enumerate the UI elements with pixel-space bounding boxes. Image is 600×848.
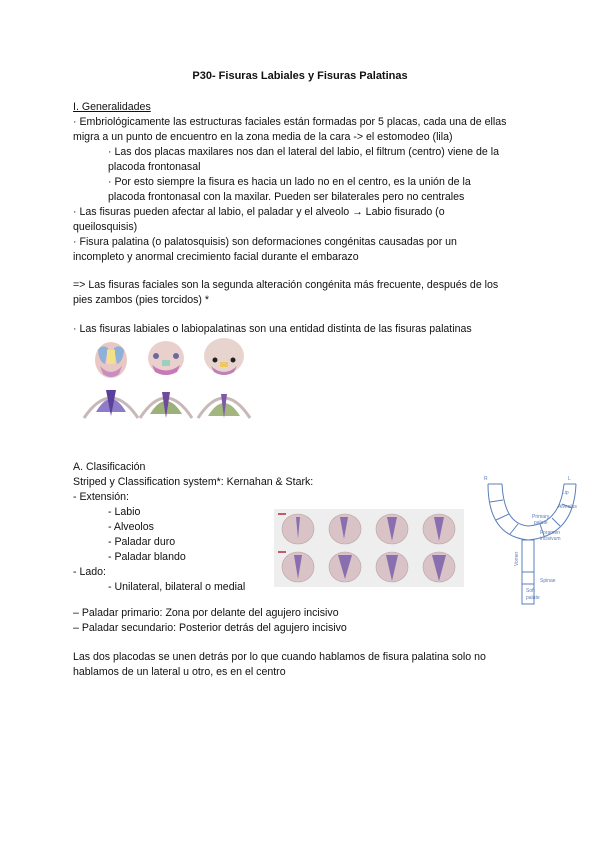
bullet-line: · Por esto siempre la fisura es hacia un lado no en el centro, es la unión de la — [108, 176, 471, 188]
lado-item: - Unilateral, bilateral o medial — [108, 581, 246, 593]
bullet-line: placoda frontonasal con la maxilar. Pueden ser bilaterales pero no centrales — [108, 191, 465, 203]
primary-palate-definition: – Paladar primario: Zona por delante del agujero incisivo — [73, 607, 339, 619]
paragraph-line: => Las fisuras faciales son la segunda alteración congénita más frecuente, después de los — [73, 279, 499, 291]
bullet-line: · Las dos placas maxilares nos dan el lateral del labio, el filtrum (centro) viene de la — [108, 146, 499, 158]
embryology-illustration — [74, 338, 254, 426]
embryo-face-1 — [95, 342, 127, 378]
secondary-palate-definition: – Paladar secundario: Posterior detrás del agujero incisivo — [73, 622, 347, 634]
palate-view-1 — [84, 390, 138, 418]
paragraph-line: · Embriológicamente las estructuras faciales están formadas por 5 placas, cada una de ellas — [73, 116, 507, 128]
lado-label: - Lado: — [73, 566, 106, 578]
diagram-label-lip: Lip — [562, 490, 569, 496]
diagram-label-r: R — [484, 476, 488, 482]
extension-item: - Alveolos — [108, 521, 154, 533]
paragraph-line: incompleto y anormal crecimiento facial durante el embarazo — [73, 251, 359, 263]
diagram-label-primary-2: palate — [534, 520, 548, 526]
diagram-label-spinae: Spinae — [540, 578, 556, 584]
bullet-line: placoda frontonasal — [108, 161, 201, 173]
paragraph-line: hablamos de un lateral u otro, es en el centro — [73, 666, 286, 678]
diagram-label-soft-1: Soft — [526, 588, 535, 594]
diagram-label-primary-1: Primary — [532, 514, 550, 520]
extension-item: - Paladar blando — [108, 551, 186, 563]
section-heading-clasificacion: A. Clasificación — [73, 461, 146, 473]
paragraph-line: · Fisura palatina (o palatosquisis) son deformaciones congénitas causadas por un — [73, 236, 457, 248]
section-heading-generalidades: I. Generalidades — [73, 101, 151, 113]
diagram-label-soft-2: palate — [526, 595, 540, 601]
paragraph-line: · Las fisuras labiales o labiopalatinas son una entidad distinta de las fisuras palatinas — [73, 323, 472, 335]
cleft-types-grid — [274, 509, 464, 587]
kernahan-stark-diagram — [482, 474, 586, 610]
embryo-face-2 — [148, 341, 184, 375]
diagram-label-foramen-2: incisivum — [540, 536, 561, 542]
palate-view-2 — [140, 392, 192, 418]
diagram-label-alveolus: Alveolus — [558, 504, 577, 510]
diagram-label-foramen-1: Foramen — [540, 530, 561, 536]
paragraph-line: pies zambos (pies torcidos) * — [73, 294, 210, 306]
palate-view-3 — [198, 394, 250, 418]
paragraph-line: Las dos placodas se unen detrás por lo que cuando hablamos de fisura palatina solo no — [73, 651, 486, 663]
paragraph-line: · Las fisuras pueden afectar al labio, el paladar y el alveolo → Labio fisurado (o — [73, 206, 445, 218]
paragraph-line: migra a un punto de encuentro en la zona media de la cara -> el estomodeo (lila) — [73, 131, 453, 143]
page-title: P30- Fisuras Labiales y Fisuras Palatinas — [192, 70, 408, 82]
embryo-face-3 — [204, 338, 244, 375]
diagram-label-vomer: Vomer — [514, 551, 520, 566]
paragraph-line: queilosquisis) — [73, 221, 138, 233]
diagram-label-l: L — [568, 476, 571, 482]
classification-system: Striped y Classification system*: Kernahan & Stark: — [73, 476, 314, 488]
extension-item: - Paladar duro — [108, 536, 176, 548]
extension-label: - Extensión: — [73, 491, 129, 503]
extension-item: - Labio — [108, 506, 141, 518]
